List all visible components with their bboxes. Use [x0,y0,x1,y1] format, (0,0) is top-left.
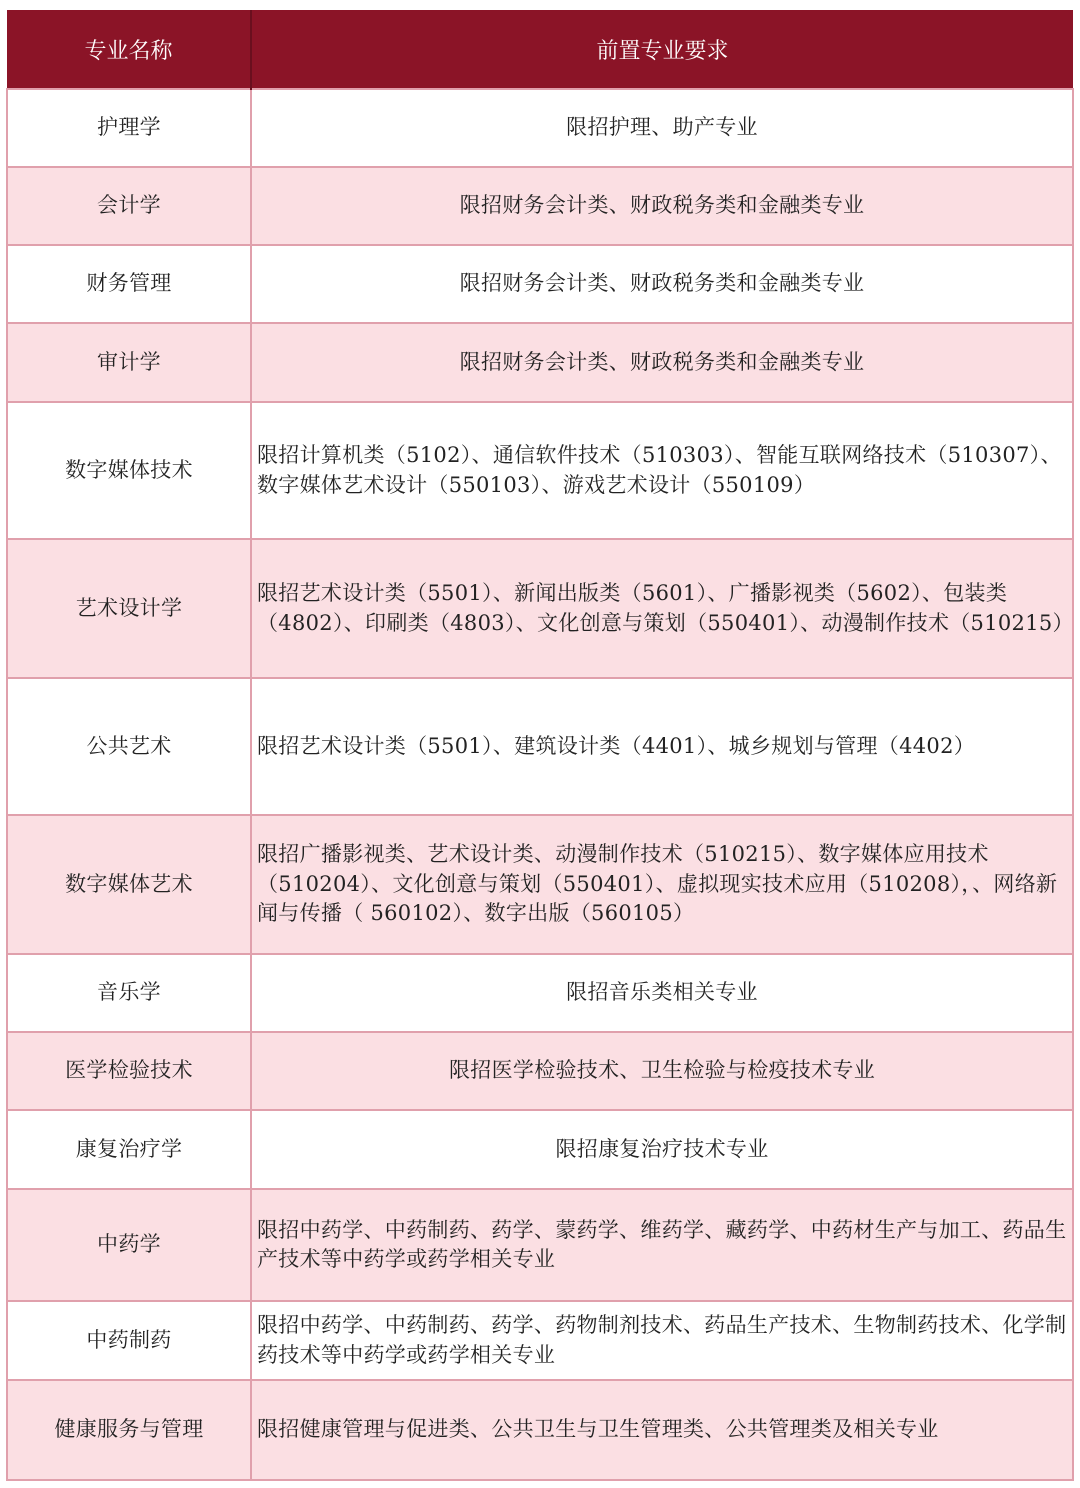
major-name: 护理学 [7,89,251,167]
table-row [7,1110,1073,1189]
header-major-name: 专业名称 [7,10,251,89]
table-row [7,245,1073,323]
table-row [7,1032,1073,1110]
table-row [7,402,1073,539]
majors-table [6,10,1074,1481]
major-requirement: 限招艺术设计类（5501）、建筑设计类（4401）、城乡规划与管理（4402） [251,678,1073,815]
table-row [7,815,1073,954]
header-prerequisite: 前置专业要求 [251,10,1073,89]
major-name: 康复治疗学 [7,1110,251,1189]
table-row [7,1380,1073,1480]
major-name: 中药学 [7,1189,251,1301]
major-requirement: 限招财务会计类、财政税务类和金融类专业 [251,323,1073,402]
table-row [7,539,1073,678]
table-row [7,167,1073,245]
major-requirement: 限招广播影视类、艺术设计类、动漫制作技术（510215）、数字媒体应用技术（510204）、文化创意与策划（550401）、虚拟现实技术应用（510208），、网络新闻与传播（ 560102）、数字出版（560105） [251,815,1073,954]
table-row [7,678,1073,815]
major-requirement: 限招护理、助产专业 [251,89,1073,167]
major-name: 音乐学 [7,954,251,1032]
major-requirement: 限招医学检验技术、卫生检验与检疫技术专业 [251,1032,1073,1110]
table-row [7,89,1073,167]
major-requirement: 限招艺术设计类（5501）、新闻出版类（5601）、广播影视类（5602）、包装类（4802）、印刷类（4803）、文化创意与策划（550401）、动漫制作技术（510215） [251,539,1073,678]
major-requirement: 限招计算机类（5102）、通信软件技术（510303）、智能互联网络技术（510307）、数字媒体艺术设计（550103）、游戏艺术设计（550109） [251,402,1073,539]
major-name: 医学检验技术 [7,1032,251,1110]
major-requirement: 限招中药学、中药制药、药学、药物制剂技术、药品生产技术、生物制药技术、化学制药技术等中药学或药学相关专业 [251,1301,1073,1380]
table-row [7,954,1073,1032]
major-requirement: 限招音乐类相关专业 [251,954,1073,1032]
major-name: 公共艺术 [7,678,251,815]
major-name: 审计学 [7,323,251,402]
major-requirement: 限招财务会计类、财政税务类和金融类专业 [251,245,1073,323]
major-name: 数字媒体艺术 [7,815,251,954]
major-name: 艺术设计学 [7,539,251,678]
major-name: 数字媒体技术 [7,402,251,539]
major-requirement: 限招健康管理与促进类、公共卫生与卫生管理类、公共管理类及相关专业 [251,1380,1073,1480]
table-header-row [7,10,1073,89]
table-row [7,1189,1073,1301]
table-row [7,1301,1073,1380]
major-name: 会计学 [7,167,251,245]
major-requirement: 限招财务会计类、财政税务类和金融类专业 [251,167,1073,245]
major-name: 中药制药 [7,1301,251,1380]
table-row [7,323,1073,402]
major-name: 健康服务与管理 [7,1380,251,1480]
major-requirement: 限招中药学、中药制药、药学、蒙药学、维药学、藏药学、中药材生产与加工、药品生产技术等中药学或药学相关专业 [251,1189,1073,1301]
major-name: 财务管理 [7,245,251,323]
major-requirement: 限招康复治疗技术专业 [251,1110,1073,1189]
